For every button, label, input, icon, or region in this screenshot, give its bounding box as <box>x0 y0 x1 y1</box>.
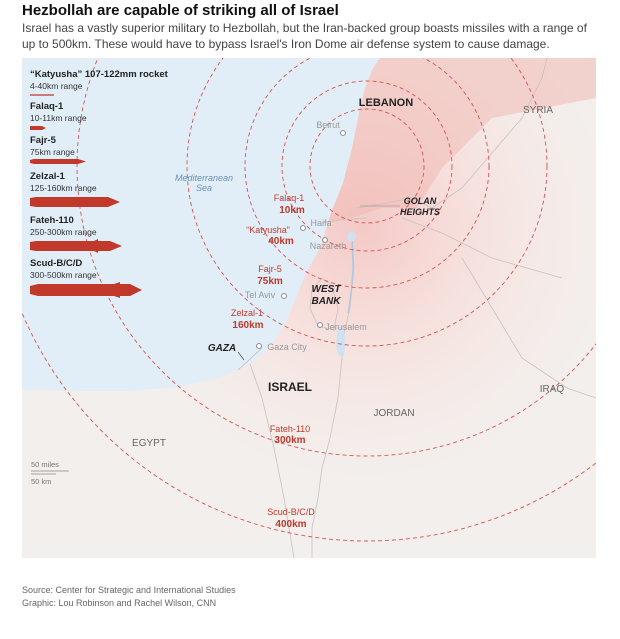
sea-label-line2: Sea <box>195 183 213 193</box>
city-dot-beirut <box>341 131 346 136</box>
city-haifa: Haifa <box>310 218 332 228</box>
region-westbank-line2: BANK <box>311 296 341 307</box>
legend-range-fajr-5: 75km range <box>30 147 75 157</box>
country-lebanon: LEBANON <box>358 97 414 109</box>
ring-label-falaq-1-range: 10km <box>279 205 305 216</box>
city-beirut: Beirut <box>316 120 340 130</box>
city-dot-telaviv <box>282 294 287 299</box>
ring-label-fateh-110-name: Fateh-110 <box>269 424 311 434</box>
region-gaza: GAZA <box>207 343 237 354</box>
region-golan-line2: HEIGHTS <box>399 207 441 217</box>
missile-icon-fajr-5 <box>30 159 86 164</box>
legend-range-falaq-1: 10-11km range <box>30 113 87 123</box>
city-dot-haifa <box>301 226 306 231</box>
legend-name-zelzal-1: Zelzal-1 <box>30 171 65 182</box>
region-golan-line1: GOLAN <box>403 196 437 206</box>
legend-name-scud: Scud-B/C/D <box>30 258 83 269</box>
map-svg <box>22 58 596 558</box>
ring-label-fateh-110-range: 300km <box>274 435 306 446</box>
city-gazacity: Gaza City <box>267 342 307 352</box>
missile-icon-fateh-110 <box>30 239 122 253</box>
credit-line: Graphic: Lou Robinson and Rachel Wilson, CNN <box>22 598 217 608</box>
city-dot-gazacity <box>257 344 262 349</box>
country-egypt: EGYPT <box>132 438 166 449</box>
city-telaviv: Tel Aviv <box>244 290 276 300</box>
missile-icon-zelzal-1 <box>30 197 120 207</box>
country-syria: SYRIA <box>522 105 554 116</box>
country-jordan: JORDAN <box>373 408 415 419</box>
sea-label-line1: Mediterranean <box>174 173 234 183</box>
scale-km-label: 50 km <box>31 477 52 486</box>
legend-name-katyusha: “Katyusha” 107-122mm rocket <box>30 69 168 80</box>
legend-range-katyusha: 4-40km range <box>30 81 83 91</box>
legend-name-falaq-1: Falaq-1 <box>30 101 64 112</box>
ring-label-zelzal-1-range: 160km <box>232 320 264 331</box>
ring-label-zelzal-1-name: Zelzal-1 <box>230 308 264 318</box>
ring-label-katyusha-range: 40km <box>268 236 294 247</box>
country-iraq: IRAQ <box>539 384 565 395</box>
legend-name-fateh-110: Fateh-110 <box>30 215 74 226</box>
city-jerusalem: Jerusalem <box>325 322 367 332</box>
city-dot-jerusalem <box>318 323 323 328</box>
country-israel: ISRAEL <box>267 380 313 394</box>
legend-range-zelzal-1: 125-160km range <box>30 183 97 193</box>
legend-name-fajr-5: Fajr-5 <box>30 135 56 146</box>
source-note <box>22 584 236 610</box>
ring-label-falaq-1-name: Falaq-1 <box>273 193 305 203</box>
ring-label-fajr-5-range: 75km <box>257 276 283 287</box>
ring-label-scud-range: 400km <box>275 519 307 530</box>
range-map <box>22 58 596 558</box>
city-nazareth: Nazareth <box>309 241 347 251</box>
region-westbank-line1: WEST <box>311 284 341 295</box>
missile-icon-scud <box>30 282 142 298</box>
scale-miles-label: 50 miles <box>31 460 59 469</box>
page-title: Hezbollah are capable of striking all of Israel <box>22 2 339 19</box>
ring-label-scud-name: Scud-B/C/D <box>267 507 315 517</box>
source-line: Source: Center for Strategic and International Studies <box>22 585 236 595</box>
legend-range-fateh-110: 250-300km range <box>30 227 97 237</box>
ring-label-katyusha-name: “Katyusha” <box>246 225 290 235</box>
legend-range-scud: 300-500km range <box>30 270 97 280</box>
ring-label-fajr-5-name: Fajr-5 <box>258 264 282 274</box>
page-subtitle: Israel has a vastly superior military to Hezbollah, but the Iran-backed group boasts missiles with a range of up to 500km. These would have to bypass Israel's Iron Dome air defense system to cause damage. <box>22 21 587 51</box>
